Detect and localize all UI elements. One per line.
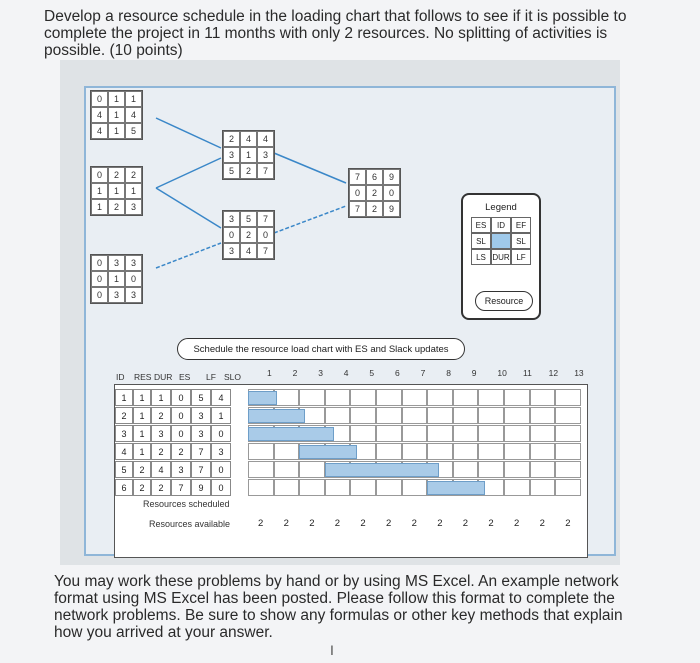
node-cell: 0 — [125, 271, 142, 287]
node-cell: 7 — [257, 211, 274, 227]
grid-cell — [274, 479, 300, 496]
cell-lf: 3 — [191, 425, 211, 442]
resources-scheduled-label: Resources scheduled — [143, 499, 230, 509]
cell-res: 1 — [133, 389, 151, 406]
table-row — [115, 425, 587, 443]
node-cell: 1 — [125, 91, 142, 107]
resource-load-table — [114, 384, 588, 558]
node-cell: 1 — [91, 199, 108, 215]
node-cell: 3 — [108, 255, 125, 271]
cell-es: 0 — [171, 407, 191, 424]
grid-cell — [274, 443, 300, 460]
grid-cell — [427, 425, 453, 442]
resources-available-value: 2 — [386, 518, 392, 529]
node-cell: 0 — [91, 271, 108, 287]
node-cell: 4 — [125, 107, 142, 123]
cell-es: 2 — [171, 443, 191, 460]
cell-res: 1 — [133, 443, 151, 460]
grid-cell — [478, 461, 504, 478]
grid-cell — [555, 443, 581, 460]
cell-dur: 3 — [151, 425, 171, 442]
cell-es: 3 — [171, 461, 191, 478]
table-row — [115, 479, 587, 497]
grid-cell — [376, 443, 402, 460]
legend-title: Legend — [485, 202, 517, 213]
period-number: 10 — [497, 368, 507, 378]
node-cell: 3 — [125, 287, 142, 303]
node-cell: 4 — [91, 123, 108, 139]
grid-cell — [376, 425, 402, 442]
legend-dur: DUR — [491, 249, 511, 265]
node-cell: 0 — [91, 167, 108, 183]
arrow-4-6 — [274, 153, 346, 183]
header-lf: LF — [206, 372, 216, 382]
grid-cell — [504, 461, 530, 478]
grid-cell — [427, 407, 453, 424]
grid-cell — [530, 443, 556, 460]
node-cell: 2 — [366, 185, 383, 201]
grid-cell — [299, 389, 325, 406]
node-cell: 0 — [349, 185, 366, 201]
resources-available-value: 2 — [334, 518, 341, 529]
period-number: 8 — [446, 368, 451, 378]
grid-cell — [504, 443, 530, 460]
cell-dur: 4 — [151, 461, 171, 478]
node-cell: 3 — [223, 243, 240, 259]
grid-cell — [478, 425, 504, 442]
period-number: 7 — [420, 368, 426, 378]
node-cell: 2 — [125, 167, 142, 183]
cell-sl: 3 — [211, 443, 231, 460]
activity-bar — [325, 463, 440, 477]
legend-sl-left: SL — [471, 233, 491, 249]
grid-cell — [478, 389, 504, 406]
grid-cell — [555, 407, 581, 424]
node-cell: 1 — [108, 271, 125, 287]
node-cell: 0 — [91, 91, 108, 107]
arrow-5-6 — [274, 206, 346, 233]
node-activity-5 — [222, 210, 275, 260]
grid-cell — [402, 443, 428, 460]
grid-cell — [402, 389, 428, 406]
cell-sl: 4 — [211, 389, 231, 406]
resources-available-value: 2 — [360, 518, 366, 529]
node-cell: 7 — [257, 163, 274, 179]
activity-bar — [427, 481, 484, 495]
period-number: 3 — [318, 368, 323, 378]
grid-cell — [453, 443, 479, 460]
grid-cell — [453, 461, 479, 478]
grid-cell — [350, 389, 376, 406]
grid-cell — [248, 461, 274, 478]
grid-cell — [555, 425, 581, 442]
grid-cell — [478, 407, 504, 424]
node-cell: 4 — [240, 131, 257, 147]
cell-dur: 2 — [151, 407, 171, 424]
cell-dur: 2 — [151, 443, 171, 460]
cell-res: 1 — [133, 425, 151, 442]
cell-es: 7 — [171, 479, 191, 496]
grid-cell — [350, 425, 376, 442]
cell-sl: 0 — [211, 425, 231, 442]
resources-available-value: 2 — [309, 518, 315, 529]
node-cell: 1 — [108, 183, 125, 199]
legend-id: ID — [491, 217, 511, 233]
node-cell: 1 — [91, 183, 108, 199]
node-cell: 2 — [366, 201, 383, 217]
grid-cell — [274, 461, 300, 478]
grid-cell — [530, 407, 556, 424]
grid-cell — [325, 479, 351, 496]
grid-cell — [427, 443, 453, 460]
cell-id: 5 — [115, 461, 133, 478]
node-cell: 3 — [125, 255, 142, 271]
node-cell: 2 — [108, 199, 125, 215]
cell-lf: 9 — [191, 479, 211, 496]
cell-lf: 7 — [191, 443, 211, 460]
node-cell: 0 — [91, 255, 108, 271]
node-cell: 3 — [108, 287, 125, 303]
grid-cell — [248, 443, 274, 460]
grid-cell — [478, 443, 504, 460]
cell-dur: 1 — [151, 389, 171, 406]
grid-cell — [504, 407, 530, 424]
grid-cell — [453, 425, 479, 442]
grid-cell — [402, 407, 428, 424]
grid-cell — [530, 479, 556, 496]
legend-sl-right: SL — [511, 233, 531, 249]
activity-bar — [299, 445, 356, 459]
node-activity-3 — [90, 254, 143, 304]
legend-ls: LS — [471, 249, 491, 265]
table-row — [115, 461, 587, 479]
period-number: 12 — [548, 368, 559, 378]
cell-lf: 3 — [191, 407, 211, 424]
resources-available-value: 2 — [539, 518, 545, 529]
legend-grid — [471, 217, 531, 265]
node-cell: 0 — [91, 287, 108, 303]
resources-available-value: 2 — [514, 518, 520, 529]
node-cell: 4 — [240, 243, 257, 259]
period-number: 1 — [267, 368, 272, 378]
period-number: 11 — [523, 368, 532, 378]
node-cell: 1 — [125, 183, 142, 199]
period-number: 5 — [369, 368, 375, 378]
cell-res: 1 — [133, 407, 151, 424]
node-cell: 6 — [366, 169, 383, 185]
cell-res: 2 — [133, 461, 151, 478]
node-cell: 0 — [223, 227, 240, 243]
activity-bar — [248, 427, 334, 441]
node-cell: 3 — [223, 211, 240, 227]
resources-available-value: 2 — [437, 518, 443, 529]
text-cursor-icon: I — [330, 642, 334, 658]
grid-cell — [555, 461, 581, 478]
grid-cell — [504, 389, 530, 406]
cell-sl: 0 — [211, 479, 231, 496]
header-id: ID — [116, 372, 125, 382]
grid-cell — [530, 461, 556, 478]
grid-cell — [299, 461, 325, 478]
node-cell: 2 — [108, 167, 125, 183]
cell-es: 0 — [171, 425, 191, 442]
grid-cell — [555, 479, 581, 496]
grid-cell — [299, 479, 325, 496]
legend-es: ES — [471, 217, 491, 233]
grid-cell — [325, 407, 351, 424]
resources-available-value: 2 — [565, 518, 571, 529]
legend-lf: LF — [511, 249, 531, 265]
node-cell: 5 — [125, 123, 142, 139]
cell-id: 2 — [115, 407, 133, 424]
node-cell: 0 — [383, 185, 400, 201]
grid-cell — [402, 425, 428, 442]
legend-ef: EF — [511, 217, 531, 233]
period-number: 6 — [395, 368, 400, 378]
node-cell: 1 — [108, 123, 125, 139]
activity-bar — [248, 391, 277, 405]
grid-cell — [376, 389, 402, 406]
grid-cell — [427, 389, 453, 406]
cell-sl: 1 — [211, 407, 231, 424]
resources-available-value: 2 — [283, 518, 289, 529]
period-number: 2 — [292, 368, 298, 378]
cell-lf: 5 — [191, 389, 211, 406]
resources-available-value: 2 — [258, 518, 264, 529]
period-number: 13 — [574, 368, 584, 378]
grid-cell — [530, 425, 556, 442]
resources-available-value: 2 — [462, 518, 469, 529]
cell-id: 6 — [115, 479, 133, 496]
grid-cell — [248, 479, 274, 496]
node-cell: 0 — [257, 227, 274, 243]
footer-text: You may work these problems by hand or by using MS Excel. An example network format using MS Excel has been posted. Please follow this format to complete the network problems. Be sure to show any formulas or other key methods that explain how you arrived at your answer. — [54, 573, 623, 641]
node-cell: 5 — [223, 163, 240, 179]
cell-id: 4 — [115, 443, 133, 460]
grid-cell — [453, 389, 479, 406]
resources-available-value: 2 — [488, 518, 494, 529]
grid-cell — [350, 479, 376, 496]
header-dur: DUR — [154, 372, 173, 382]
table-row — [115, 407, 587, 425]
cell-sl: 0 — [211, 461, 231, 478]
grid-cell — [555, 389, 581, 406]
header-slo: SLO — [224, 372, 242, 382]
node-activity-1 — [90, 90, 143, 140]
cell-lf: 7 — [191, 461, 211, 478]
period-number: 4 — [343, 368, 349, 378]
schedule-title: Schedule the resource load chart with ES and Slack updates — [177, 338, 465, 360]
grid-cell — [274, 389, 300, 406]
grid-cell — [376, 479, 402, 496]
node-cell: 4 — [91, 107, 108, 123]
legend-resource-oval: Resource — [475, 291, 533, 311]
node-cell: 7 — [257, 243, 274, 259]
cell-dur: 2 — [151, 479, 171, 496]
resources-available-value: 2 — [411, 518, 417, 529]
node-cell: 9 — [383, 201, 400, 217]
cell-es: 0 — [171, 389, 191, 406]
node-cell: 5 — [240, 211, 257, 227]
cell-id: 1 — [115, 389, 133, 406]
header-res: RES — [134, 372, 152, 382]
grid-cell — [504, 425, 530, 442]
node-activity-2 — [90, 166, 143, 216]
node-cell: 7 — [349, 201, 366, 217]
node-cell: 2 — [223, 131, 240, 147]
node-cell: 2 — [240, 227, 257, 243]
grid-cell — [376, 407, 402, 424]
node-cell: 1 — [108, 107, 125, 123]
node-cell: 3 — [125, 199, 142, 215]
node-cell: 2 — [240, 163, 257, 179]
legend-center — [491, 233, 511, 249]
grid-cell — [504, 479, 530, 496]
node-activity-4 — [222, 130, 275, 180]
arrow-2-4 — [156, 158, 221, 188]
node-cell: 1 — [108, 91, 125, 107]
cell-res: 2 — [133, 479, 151, 496]
grid-cell — [530, 389, 556, 406]
arrow-3-5 — [156, 243, 221, 268]
cell-id: 3 — [115, 425, 133, 442]
node-cell: 3 — [257, 147, 274, 163]
grid-cell — [325, 389, 351, 406]
period-number: 9 — [471, 368, 477, 378]
table-row — [115, 389, 587, 407]
arrow-2-5 — [156, 188, 221, 228]
node-cell: 9 — [383, 169, 400, 185]
question-text: Develop a resource schedule in the loading chart that follows to see if it is possible to complete the project in 11 months with only 2 resources. No splitting of activities is possible. (10 points) — [44, 8, 627, 59]
node-cell: 1 — [240, 147, 257, 163]
node-cell: 4 — [257, 131, 274, 147]
grid-cell — [453, 407, 479, 424]
grid-cell — [402, 479, 428, 496]
table-row — [115, 443, 587, 461]
resources-available-label: Resources available — [149, 519, 231, 529]
node-cell: 7 — [349, 169, 366, 185]
header-es: ES — [179, 372, 191, 382]
node-cell: 3 — [223, 147, 240, 163]
arrow-1-4 — [156, 118, 221, 148]
activity-bar — [248, 409, 305, 423]
grid-cell — [350, 407, 376, 424]
node-activity-6 — [348, 168, 401, 218]
